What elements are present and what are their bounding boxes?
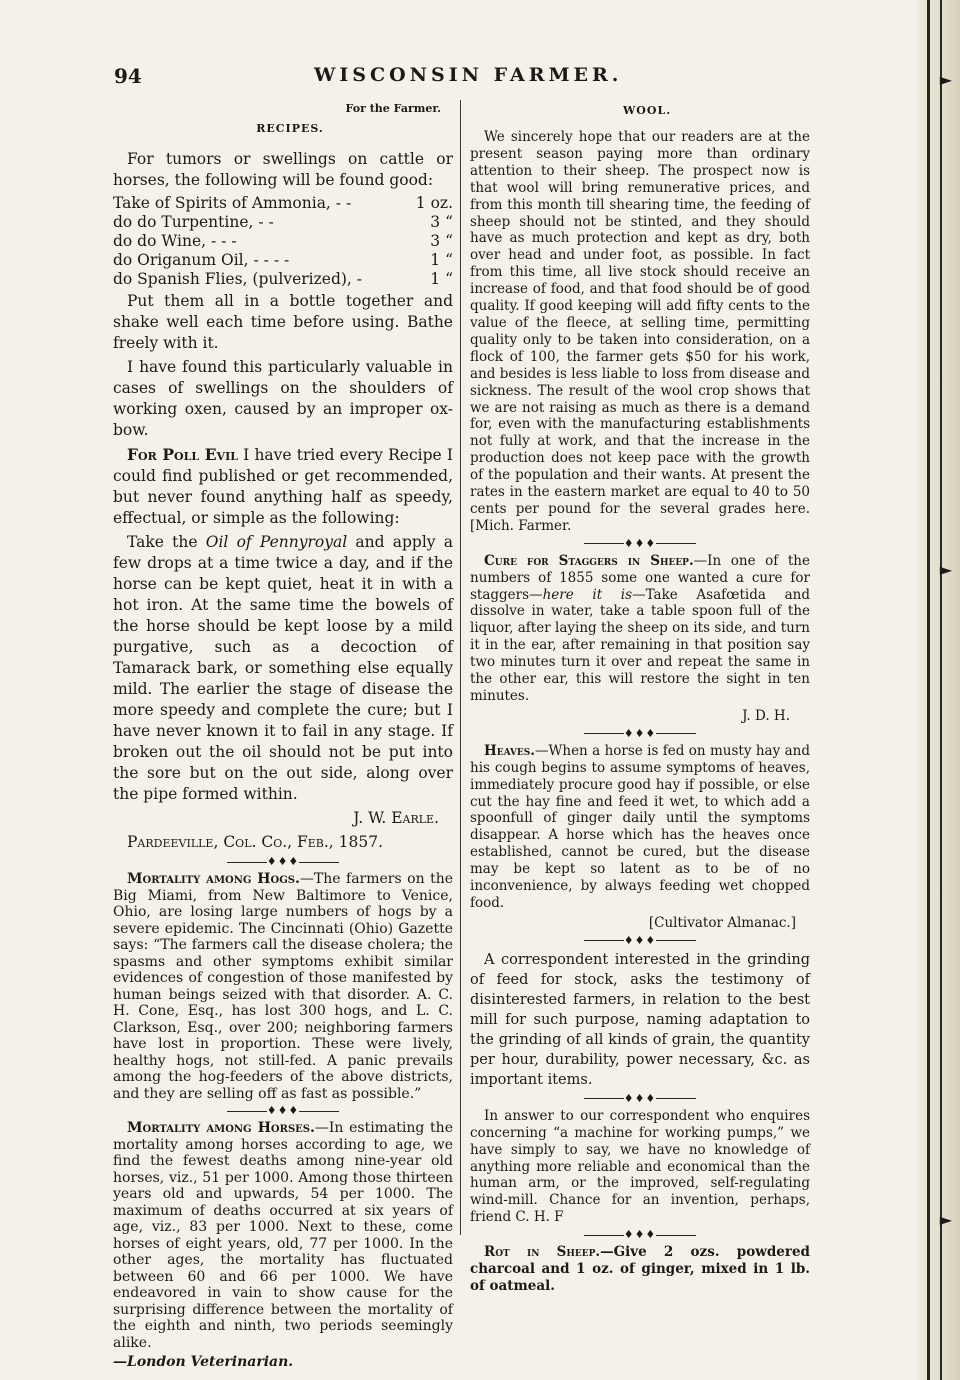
hogs-heading: Mortality among Hogs. — [127, 871, 300, 887]
heaves-source: [Cultivator Almanac.] — [648, 914, 796, 931]
wool-heading: WOOL. — [622, 104, 672, 117]
separator: ♦♦♦ — [470, 538, 810, 550]
recipe-line: do Spanish Flies, (pulverized), - 1 “ — [113, 270, 453, 288]
recipes-heading: RECIPES. — [256, 122, 324, 135]
page-edge — [918, 0, 960, 1380]
separator: ♦♦♦ — [113, 1105, 453, 1117]
staggers-article: Cure for Staggers in Sheep.—In one of the numbers of 1855 some one wanted a cure for staggers—here it is—Take Asafœtida and dissolve in water, take a table spoon full of the liquor, after laying the sheep on its side, and turn it in the ear, after remaining in that position say two minutes turn it over and repeat the same in the other ear, this will restore the sight in ten minutes. J. D. H. — [470, 552, 810, 724]
recipe-line: Take of Spirits of Ammonia, - - 1 oz. — [113, 194, 453, 212]
staggers-heading: Cure for Staggers in Sheep. — [484, 552, 694, 569]
separator: ♦♦♦ — [470, 1229, 810, 1241]
poll-evil-signature: J. W. Earle. — [353, 809, 439, 827]
oil-of-pennyroyal: Oil of Pennyroyal — [205, 533, 348, 551]
poll-evil-heading: For Poll Evil — [127, 445, 238, 464]
mill-body: A correspondent interested in the grinding of feed for stock, asks the testimony of disinterested farmers, in relation to the best mill for such purpose, naming adaptation to the grinding of all kinds of grain, the quantity per hour, durability, power necessary, &c. as important items. — [470, 951, 810, 1088]
wool-source: [Mich. Farmer. — [470, 517, 572, 534]
recipe-list — [113, 194, 453, 289]
heaves-article — [470, 743, 810, 932]
edge-mark: ► — [939, 1210, 952, 1229]
hogs-article — [113, 871, 453, 1102]
left-column — [113, 100, 453, 1374]
horses-source: —London Veterinarian. — [113, 1354, 294, 1370]
column-rule — [460, 100, 461, 1235]
edge-mark: ► — [939, 70, 952, 89]
separator: ♦♦♦ — [470, 1093, 810, 1105]
heaves-heading: Heaves. — [484, 742, 535, 759]
here-it-is: here it is — [542, 586, 633, 603]
horses-body: —In estimating the mortality among horses according to age, we find the fewest deaths among nine-year old horses, viz., 51 per 1000. Among those thirteen years old and upwards, 54 per 1000. The maximum of deaths occurred at six years of age, viz., 83 per 1000. Next to these, come horses of eight years, old, 77 per 1000. In the other ages, the mortality has fluctuated between 60 and 66 per 1000. We have endeavored in vain to show cause for the surprising difference between the mortality of the eighth and ninth, two periods seemingly alike. — [113, 1120, 453, 1351]
horses-heading: Mortality among Horses. — [127, 1120, 315, 1136]
page-number: 94 — [114, 64, 142, 88]
rot-body: —Give 2 ozs. powdered charcoal and 1 oz. of ginger, mixed in 1 lb. of oatmeal. — [470, 1244, 810, 1294]
pump-article — [470, 1108, 810, 1226]
running-title: WISCONSIN FARMER. — [314, 64, 623, 86]
binding-line — [940, 0, 942, 1380]
for-farmer-note: For the Farmer. — [345, 102, 441, 115]
wool-body: We sincerely hope that our readers are at the present season paying more than ordinary attention to their sheep. The prospect now is that wool will bring remunerative prices, and from this month till shearing time, the feeding of sheep should not be stinted, and they should have as much protection and kept as dry, both over head and under foot, as possible. In fact from this time, all live stock should receive an increase of food, and that food should be of good quality. If good keeping will add fifty cents to the value of the fleece, at selling time, permitting quality only to be taken into consideration, on a flock of 100, the farmer gets $50 for his work, and besides is less liable to loss from disease and sickness. The result of the wool crop shows that we are not raising as much as there is a demand for, even with the manufacturing establishments not fully at work, and that the increase in the production does not keep pace with the growth of the population and their wants. At present the rates in the eastern market are equal to 40 to 50 cents per pound for the several grades here. — [470, 129, 810, 517]
edge-mark: ► — [939, 560, 952, 579]
separator: ♦♦♦ — [470, 728, 810, 740]
pump-body: In answer to our correspondent who enquires concerning “a machine for working pumps,” we have simply to say, we have no knowledge of anything more reliable and economical than the human arm, or the improved, self-regulating wind-mill. Chance for an invention, perhaps, friend C. H. F — [470, 1107, 810, 1226]
wool-article — [470, 129, 810, 535]
page-header — [114, 64, 814, 94]
separator: ♦♦♦ — [470, 935, 810, 947]
binding-line — [927, 0, 930, 1380]
recipes-paragraph: Put them all in a bottle together and shake well each time before using. Bathe freely with it. — [113, 292, 453, 352]
mill-article — [470, 950, 810, 1090]
recipes-intro: For tumors or swellings on cattle or horses, the following will be found good: — [113, 150, 453, 189]
heaves-body: —When a horse is fed on musty hay and his cough begins to assume symptoms of heaves, immediately procure good hay if possible, or else cut the hay fine and feed it wet, to which add a spoonfull of ginger daily until the symptoms disappear. A horse which has the heaves once established, cannot be cured, but the disease may be kept so latent as to be of no inconvenience, by always feeding wet chopped food. — [470, 742, 810, 911]
rot-heading: Rot in Sheep. — [484, 1244, 601, 1261]
recipe-line: do Origanum Oil, - - - - 1 “ — [113, 251, 453, 269]
recipes-article — [113, 149, 453, 853]
poll-evil-dateline: Pardeeville, Col. Co., Feb., 1857. — [127, 833, 384, 851]
rot-article — [470, 1244, 810, 1295]
recipe-line: do do Turpentine, - - 3 “ — [113, 213, 453, 231]
staggers-signature: J. D. H. — [742, 707, 790, 724]
right-column — [470, 100, 810, 1298]
poll-evil-paragraph: For Poll Evil I have tried every Recipe I could find published or get recommended, but never found anything half as speedy, effectual, or simple as the following: — [113, 445, 453, 527]
recipe-line: do do Wine, - - - 3 “ — [113, 232, 453, 250]
separator: ♦♦♦ — [113, 856, 453, 868]
recipes-paragraph: I have found this particularly valuable in cases of swellings on the shoulders of working oxen, caused by an improper ox-bow. — [113, 358, 453, 439]
horses-article — [113, 1120, 453, 1371]
hogs-body: —The farmers on the Big Miami, from New Baltimore to Venice, Ohio, are losing large numbers of hogs by a severe epidemic. The Cincinnati (Ohio) Gazette says: “The farmers call the disease cholera; the spasms and other symptoms exhibit similar evidences of congestion of those manifested by human beings seized with that disorder. A. C. H. Cone, Esq., has lost 300 hogs, and L. C. Clarkson, Esq., over 200; neighboring farmers have lost in proportion. These were lively, healthy hogs, not still-fed. A panic prevails among the hog-feeders of the above districts, and they are selling off as fast as possible.” — [113, 871, 453, 1102]
poll-evil-paragraph: Take the Oil of Pennyroyal and apply a few drops at a time twice a day, and if the horse can be kept quiet, heat it in with a hot iron. At the same time the bowels of the horse should be kept loose by a mild purgative, such as a decoction of Tamarack bark, or something else equally mild. The earlier the stage of disease the more speedy and complete the cure; but I have never known it to fail in any stage. If broken out the oil should not be put into the sore but on the out side, along over the pipe formed within. — [113, 533, 453, 803]
